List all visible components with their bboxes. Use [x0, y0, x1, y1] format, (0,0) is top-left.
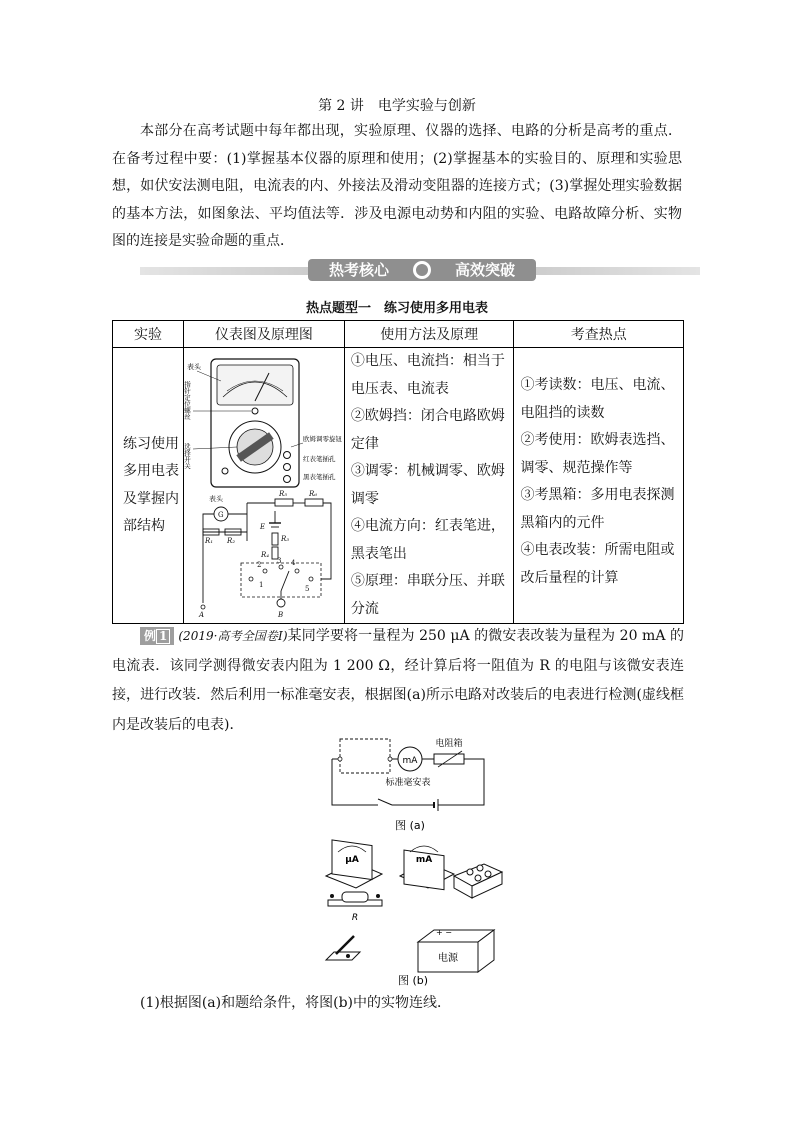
hotspot-cell: [514, 348, 684, 624]
meter-label-head: 表头: [186, 362, 201, 371]
table-header: 考查热点: [514, 321, 684, 348]
example-tag: 例: [144, 629, 157, 643]
example-source: (2019·高考全国卷Ⅰ): [178, 629, 288, 643]
circuit-label-4: 4: [290, 558, 296, 567]
circuit-label-e: E: [259, 522, 266, 531]
multimeter-icon: [183, 359, 343, 487]
circuit-label-r1: R₁: [204, 536, 214, 545]
fig-a-caption: 图 (a): [395, 819, 425, 832]
circuit-label-b: B: [277, 610, 284, 619]
fig-b-ma: mA: [415, 855, 433, 865]
example-text: 某同学要将一量程为 250 μA 的微安表改装为量程为 20 mA 的电流表．该同学测得微安表内阻为 1 200 Ω，经计算后将一阻值为 R 的电阻与该微安表连接，进行改装．然后利用一标准毫安表，根据图(a)所示电路对改装后的电表进行检测(虚线框内是改装后的电表)．: [112, 628, 684, 733]
intro-paragraph: [112, 118, 682, 256]
figure-a-circuit: [330, 735, 490, 833]
multimeter-diagram: [182, 351, 343, 621]
circuit-label-r4: R₄: [260, 550, 270, 559]
table-header: 仪表图及原理图: [183, 321, 344, 348]
power-source-icon: [418, 928, 494, 972]
milliammeter-device-icon: [400, 846, 454, 890]
svg-text:+ −: + −: [436, 928, 452, 937]
circuit-label-3: 3: [276, 556, 282, 565]
resistance-box-icon: [434, 754, 464, 764]
table-header: 使用方法及原理: [344, 321, 514, 348]
circuit-label-5: 5: [304, 584, 310, 593]
fig-a-ma: mA: [402, 756, 418, 766]
resistance-box-device-icon: [454, 864, 502, 898]
meter-diagram-cell: [183, 348, 344, 624]
figure-b-components: [318, 834, 508, 986]
intro-text: 本部分在高考试题中每年都出现，实验原理、仪器的选择、电路的分析是高考的重点．在备考过程中要：(1)掌握基本仪器的原理和使用；(2)掌握基本的实验目的、原理和实验思想，如伏安法测电阻，电流表的内、外接法及滑动变阻器的连接方式；(3)掌握处理实验数据的基本方法，如图象法、平均值法等．涉及电源电动势和内阻的实验、电路故障分析、实物图的连接是实验命题的重点．: [112, 123, 682, 249]
circuit-label-r3: R₃: [280, 534, 290, 543]
section-banner: [140, 258, 700, 282]
circuit-label-r5: R₅: [278, 489, 288, 498]
circuit-label-1: 1: [258, 580, 264, 589]
resistor-icon: [328, 892, 382, 923]
circuit-label-g: G: [217, 510, 224, 519]
fig-b-caption: 图 (b): [397, 974, 429, 987]
section-title: 热点题型一 练习使用多用电表: [305, 301, 488, 316]
question-1: (1)根据图(a)和题给条件，将图(b)中的实物连线．: [140, 995, 451, 1011]
meter-label-screw: 指针定位螺丝: [182, 380, 191, 420]
experiment-name: [113, 348, 184, 624]
circuit-label-r6: R₆: [308, 489, 318, 498]
fig-b-ua: μA: [345, 855, 359, 865]
switch-device-icon: [326, 936, 360, 960]
meter-label-ohm: 欧姆调零旋钮: [302, 434, 342, 443]
banner-right-text: 高效突破: [454, 261, 516, 279]
meter-label-red: 红表笔插孔: [302, 454, 336, 463]
fig-b-r: R: [351, 913, 359, 923]
fig-a-resistance-box: 电阻箱: [435, 739, 463, 749]
experiment-name-text: 练习使用多用电表及掌握内部结构: [123, 435, 179, 534]
microammeter-icon: [326, 840, 382, 888]
table-row: [113, 348, 684, 624]
table-header-row: [113, 321, 684, 348]
circuit-label-a: A: [198, 610, 204, 619]
hotspot-text: ①考读数：电压、电流、电阻挡的读数 ②考使用：欧姆表选挡、调零、规范操作等 ③考黑箱：多用电表探测黑箱内的元件 ④电表改装：所需电阻或改后量程的计算: [520, 377, 675, 586]
experiment-table: [112, 320, 684, 624]
circuit-label-head: 表头: [208, 494, 223, 503]
circuit-label-2: 2: [256, 560, 262, 569]
example-badge: [140, 627, 174, 645]
usage-cell: [344, 348, 514, 624]
fig-a-std-meter: 标准毫安表: [385, 778, 431, 788]
switch-icon: [378, 799, 392, 805]
meter-label-selector: 选择开关: [182, 442, 191, 469]
internal-circuit-diagram: [198, 490, 331, 619]
usage-text: ①电压、电流挡：相当于电压表、电流表 ②欧姆挡：闭合电路欧姆定律 ③调零：机械调零、欧姆调零 ④电流方向：红表笔进，黑表笔出 ⑤原理：串联分压、并联分流: [350, 353, 505, 617]
example-number: 1: [156, 629, 170, 644]
fig-b-source: 电源: [438, 953, 458, 964]
circuit-label-r2: R₂: [226, 536, 236, 545]
banner-left-text: 热考核心: [328, 261, 390, 279]
meter-label-black: 黑表笔插孔: [302, 472, 336, 481]
page-title: 第 2 讲 电学实验与创新: [318, 98, 476, 114]
example-paragraph: [112, 622, 684, 740]
table-header: 实验: [113, 321, 184, 348]
